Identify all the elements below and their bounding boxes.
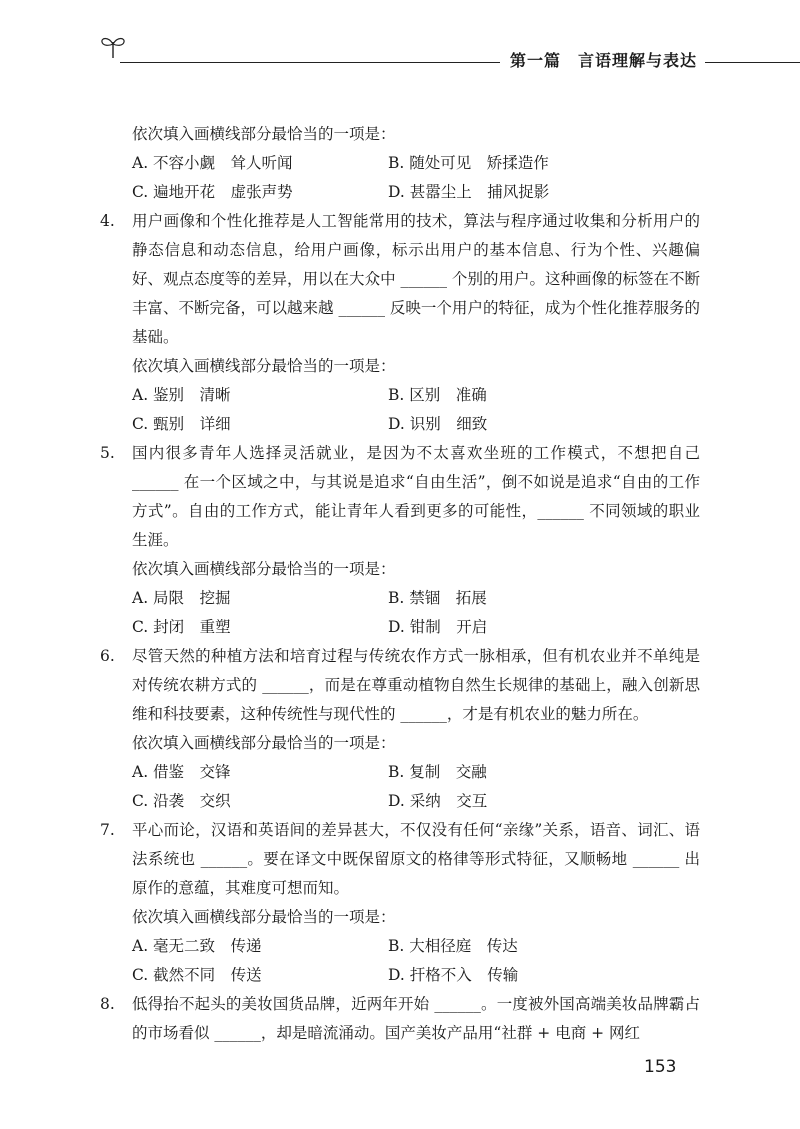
option-d: D. 甚嚣尘上 捕风捉影 [388, 183, 550, 201]
option-b: B. 禁锢 拓展 [388, 589, 487, 607]
header-rule-left [120, 62, 500, 63]
chapter-title: 第一篇 言语理解与表达 [510, 51, 698, 70]
option-d: D. 采纳 交互 [388, 792, 488, 810]
question-text: 用户画像和个性化推荐是人工智能常用的技术，算法与程序通过收集和分析用户的静态信息和动态信息，给用户画像，标示出用户的基本信息、行为个性、兴趣偏好、观点态度等的差异，用以在大众中 ______ 个别的用户。这种画像的标签在不断丰富、不断完备，可以越来越 ______ 反映一个用户的特征，成为个性化推荐服务的基础。 [132, 212, 700, 346]
option-c: C. 甄别 详细 [132, 415, 231, 433]
sprout-icon [98, 32, 128, 62]
answer-options [132, 149, 700, 207]
question-6 [100, 642, 700, 729]
question-prompt: 依次填入画横线部分最恰当的一项是： [132, 560, 396, 578]
question-5 [100, 439, 700, 555]
answer-options [132, 932, 700, 990]
option-a: A. 借鉴 交锋 [132, 763, 231, 781]
question-prompt: 依次填入画横线部分最恰当的一项是： [132, 734, 396, 752]
option-c: C. 封闭 重塑 [132, 618, 231, 636]
question-number: 4. [100, 212, 115, 230]
question-4 [100, 207, 700, 352]
question-8 [100, 990, 700, 1048]
option-c: C. 遍地开花 虚张声势 [132, 183, 293, 201]
option-a: A. 鉴别 清晰 [132, 386, 231, 404]
question-text: 国内很多青年人选择灵活就业，是因为不太喜欢坐班的工作模式，不想把自己 ______ 在一个区域之中，与其说是追求“自由生活”，倒不如说是追求“自由的工作方式”。自由的工作方式，能让青年人看到更多的可能性，______ 不同领域的职业生涯。 [132, 444, 700, 549]
question-number: 6. [100, 647, 115, 665]
question-text: 平心而论，汉语和英语间的差异甚大，不仅没有任何“亲缘”关系，语音、词汇、语法系统也 ______。要在译文中既保留原文的格律等形式特征，又顺畅地 ______ 出原作的意蕴，其难度可想而知。 [132, 821, 700, 897]
answer-options [132, 381, 700, 439]
option-d: D. 钳制 开启 [388, 618, 488, 636]
question-content [100, 120, 700, 1048]
option-b: B. 大相径庭 传达 [388, 937, 518, 955]
answer-options [132, 758, 700, 816]
option-b: B. 区别 准确 [388, 386, 487, 404]
header-rule-right [705, 62, 800, 63]
page-header [0, 0, 800, 80]
option-d: D. 扞格不入 传输 [388, 966, 519, 984]
option-a: A. 毫无二致 传递 [132, 937, 262, 955]
option-a: A. 局限 挖掘 [132, 589, 231, 607]
question-prompt: 依次填入画横线部分最恰当的一项是： [132, 125, 396, 143]
option-c: C. 沿袭 交织 [132, 792, 231, 810]
question-number: 8. [100, 995, 115, 1013]
question-prompt: 依次填入画横线部分最恰当的一项是： [132, 357, 396, 375]
question-text: 尽管天然的种植方法和培育过程与传统农作方式一脉相承，但有机农业并不单纯是对传统农耕方式的 ______，而是在尊重动植物自然生长规律的基础上，融入创新思维和科技要素，这种传统性与现代性的 ______，才是有机农业的魅力所在。 [132, 647, 700, 723]
question-number: 5. [100, 444, 115, 462]
answer-options [132, 584, 700, 642]
page-number: 153 [644, 1057, 677, 1077]
option-b: B. 随处可见 矫揉造作 [388, 154, 549, 172]
question-prompt: 依次填入画横线部分最恰当的一项是： [132, 908, 396, 926]
question-text: 低得抬不起头的美妆国货品牌，近两年开始 ______。一度被外国高端美妆品牌霸占的市场看似 ______，却是暗流涌动。国产美妆产品用“社群 + 电商 + 网红 [132, 995, 700, 1042]
option-d: D. 识别 细致 [388, 415, 488, 433]
option-a: A. 不容小觑 耸人听闻 [132, 154, 293, 172]
option-b: B. 复制 交融 [388, 763, 487, 781]
question-number: 7. [100, 821, 115, 839]
question-7 [100, 816, 700, 903]
option-c: C. 截然不同 传送 [132, 966, 262, 984]
